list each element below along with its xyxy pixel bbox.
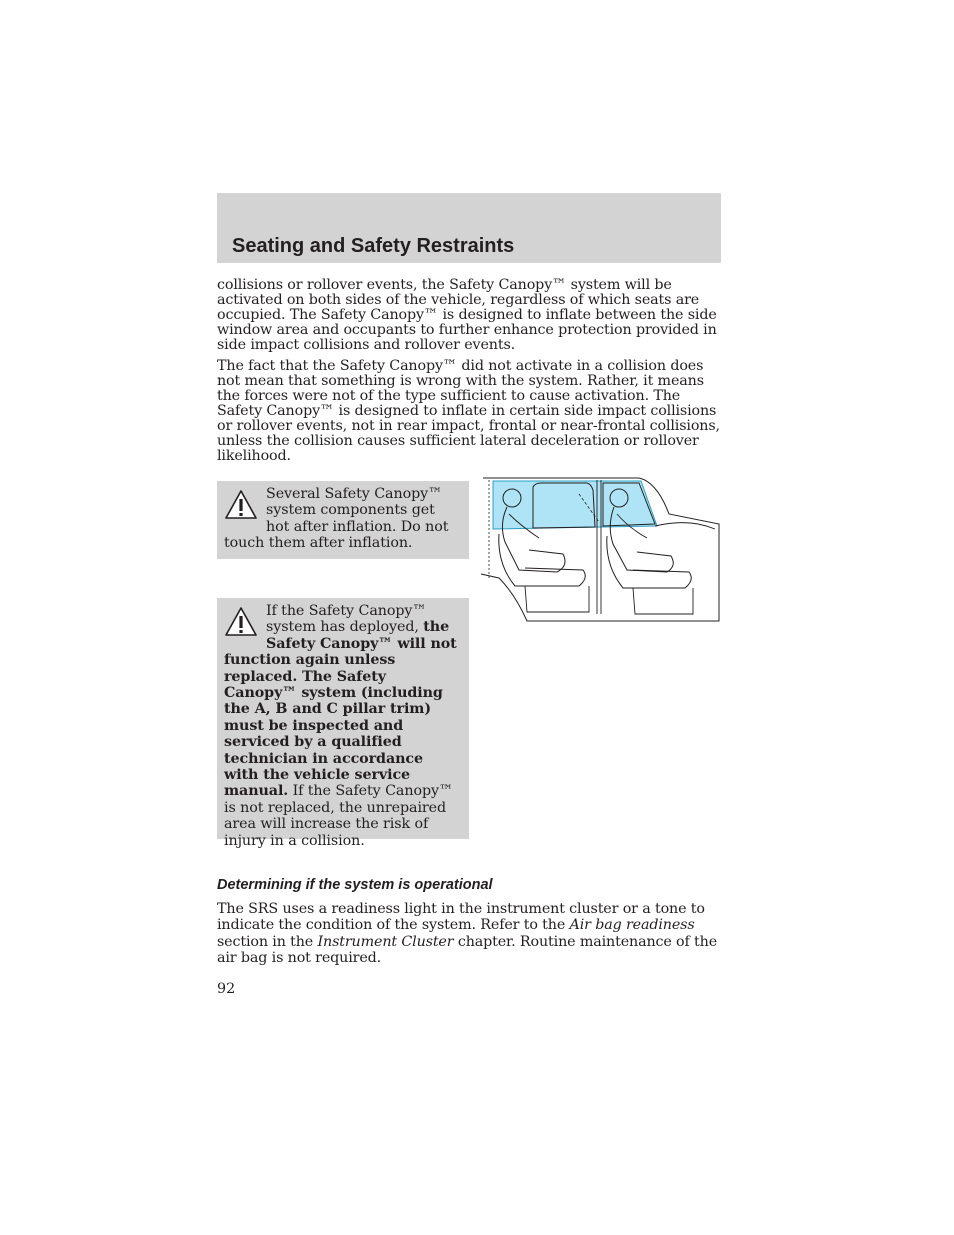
warning-text: [224, 603, 462, 849]
paragraph-srs-readiness: [217, 901, 721, 966]
paragraph-canopy-non-activation: The fact that the Safety Canopy™ did not activate in a collision does not mean that something is wrong with the system. Rather, it means the forces were not of the type sufficient to cause activation. The Safety Canopy™ is designed to inflate in certain side impact collisions or rollover events, not in rear impact, frontal or near-frontal collisions, unless the collision causes sufficient lateral deceleration or rollover likelihood.: [217, 358, 720, 464]
srs-link-instrument-cluster: Instrument Cluster: [317, 933, 454, 950]
warning-text-intro: If the Safety Canopy™ system has deployed,: [266, 603, 427, 636]
srs-text-2: section in the: [217, 933, 318, 950]
page-title: Seating and Safety Restraints: [232, 235, 515, 257]
paragraph-canopy-activation: collisions or rollover events, the Safety Canopy™ system will be activated on both sides of the vehicle, regardless of which seats are occupied. The Safety Canopy™ is designed to inflate between the side window area and occupants to further enhance protection provided in side impact collisions and rollover events.: [217, 277, 717, 353]
page-number: 92: [217, 981, 236, 997]
warning-triangle-icon: [224, 489, 258, 521]
warning-triangle-icon: [224, 606, 258, 638]
warning-box-replacement: [217, 598, 469, 849]
warning-text-emphasis: the Safety Canopy™ will not function again unless replaced. The Safety Canopy™ system (including the A, B and C pillar trim) must be inspected and serviced by a qualified technician in accordance with the vehicle service manual.: [224, 619, 457, 800]
srs-text-3: chapter. Routine maintenance of the air bag is not required.: [217, 933, 718, 966]
warning-text-outro: If the Safety Canopy™ is not replaced, the unrepaired area will increase the risk of injury in a collision.: [224, 783, 454, 849]
srs-link-air-bag-readiness: Air bag readiness: [569, 917, 695, 934]
warning-box-hot-components: [217, 481, 469, 559]
srs-text-1: The SRS uses a readiness light in the instrument cluster or a tone to indicate the condition of the system. Refer to the: [217, 901, 705, 934]
warning-text: Several Safety Canopy™ system components get hot after inflation. Do not touch them after inflation.: [224, 486, 449, 552]
section-heading: Determining if the system is operational: [217, 877, 493, 893]
safety-canopy-illustration: [479, 474, 722, 624]
header-band: [217, 193, 721, 263]
